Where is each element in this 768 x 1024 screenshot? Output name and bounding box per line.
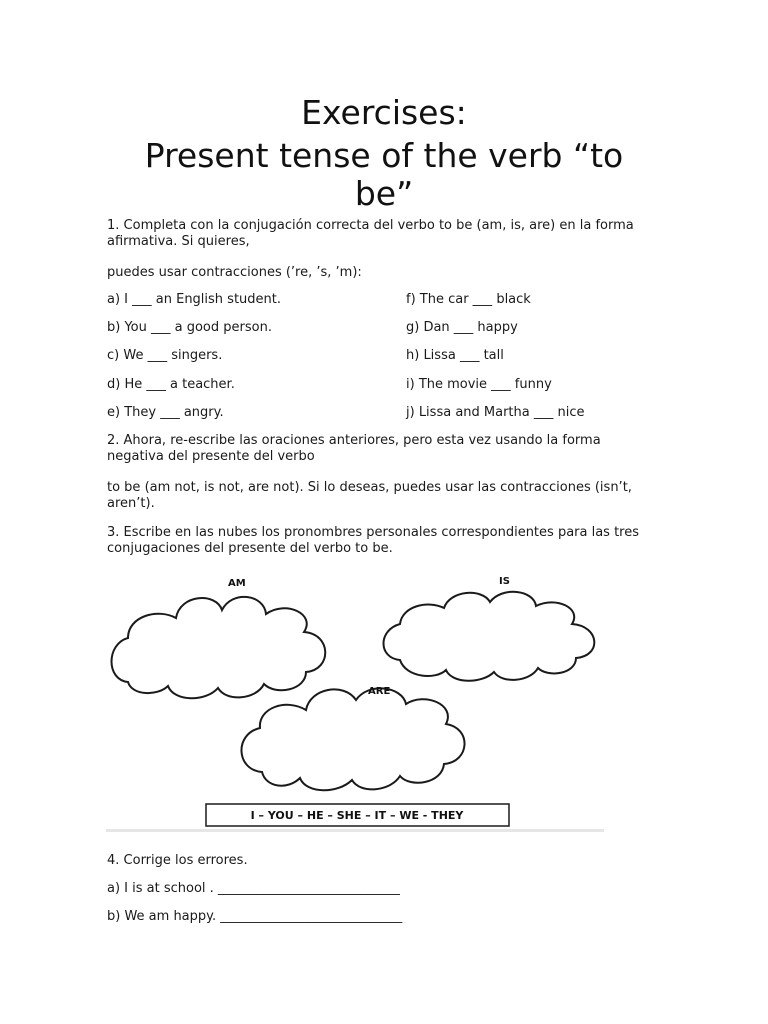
exercise-3-instruction: 3. Escribe en las nubes los pronombres personales correspondientes para las tres conjugaciones del presente del verbo to be.	[107, 525, 640, 556]
exercise-1-item-d: d) He ___ a teacher.	[107, 377, 235, 392]
pronoun-box-text: I – YOU – HE – SHE – IT – WE - THEY	[250, 809, 464, 822]
cloud-is	[384, 592, 595, 681]
exercise-2-instruction-cont: to be (am not, is not, are not). Si lo deseas, puedes usar las contracciones (isn’t, aren’t).	[107, 480, 632, 511]
cloud-label-am: AM	[228, 578, 246, 589]
exercise-1-item-h: h) Lissa ___ tall	[406, 348, 504, 363]
exercise-1-item-g: g) Dan ___ happy	[406, 320, 518, 335]
cloud-label-are: ARE	[368, 686, 391, 697]
exercise-1-item-e: e) They ___ angry.	[107, 405, 224, 420]
exercise-1-item-f: f) The car ___ black	[406, 292, 531, 307]
exercise-4-item-a: a) I is at school . ____________________________	[107, 881, 400, 896]
exercise-1-item-a: a) I ___ an English student.	[107, 292, 282, 307]
cloud-are	[241, 688, 464, 790]
title-line-3: be”	[354, 174, 414, 213]
cloud-am	[112, 597, 326, 698]
exercise-4-item-b: b) We am happy. ____________________________	[107, 909, 403, 924]
exercise-1-item-i: i) The movie ___ funny	[406, 377, 552, 392]
title-line-1: Exercises:	[301, 93, 467, 132]
exercise-1-item-j: j) Lissa and Martha ___ nice	[406, 405, 585, 420]
figure-rule	[106, 829, 604, 832]
exercise-4-instruction: 4. Corrige los errores.	[107, 853, 248, 868]
exercise-1-item-b: b) You ___ a good person.	[107, 320, 272, 335]
exercise-1-item-c: c) We ___ singers.	[107, 348, 223, 363]
clouds-figure	[106, 572, 606, 834]
exercise-2-instruction: 2. Ahora, re-escribe las oraciones anteriores, pero esta vez usando la forma negativa del presente del verbo	[107, 433, 601, 464]
title-line-2: Present tense of the verb “to	[144, 136, 624, 175]
cloud-label-is: IS	[499, 576, 510, 587]
exercise-1-instruction-cont: puedes usar contracciones (’re, ’s, ’m):	[107, 265, 362, 280]
exercise-1-instruction: 1. Completa con la conjugación correcta del verbo to be (am, is, are) en la forma afirmativa. Si quieres,	[107, 218, 634, 249]
